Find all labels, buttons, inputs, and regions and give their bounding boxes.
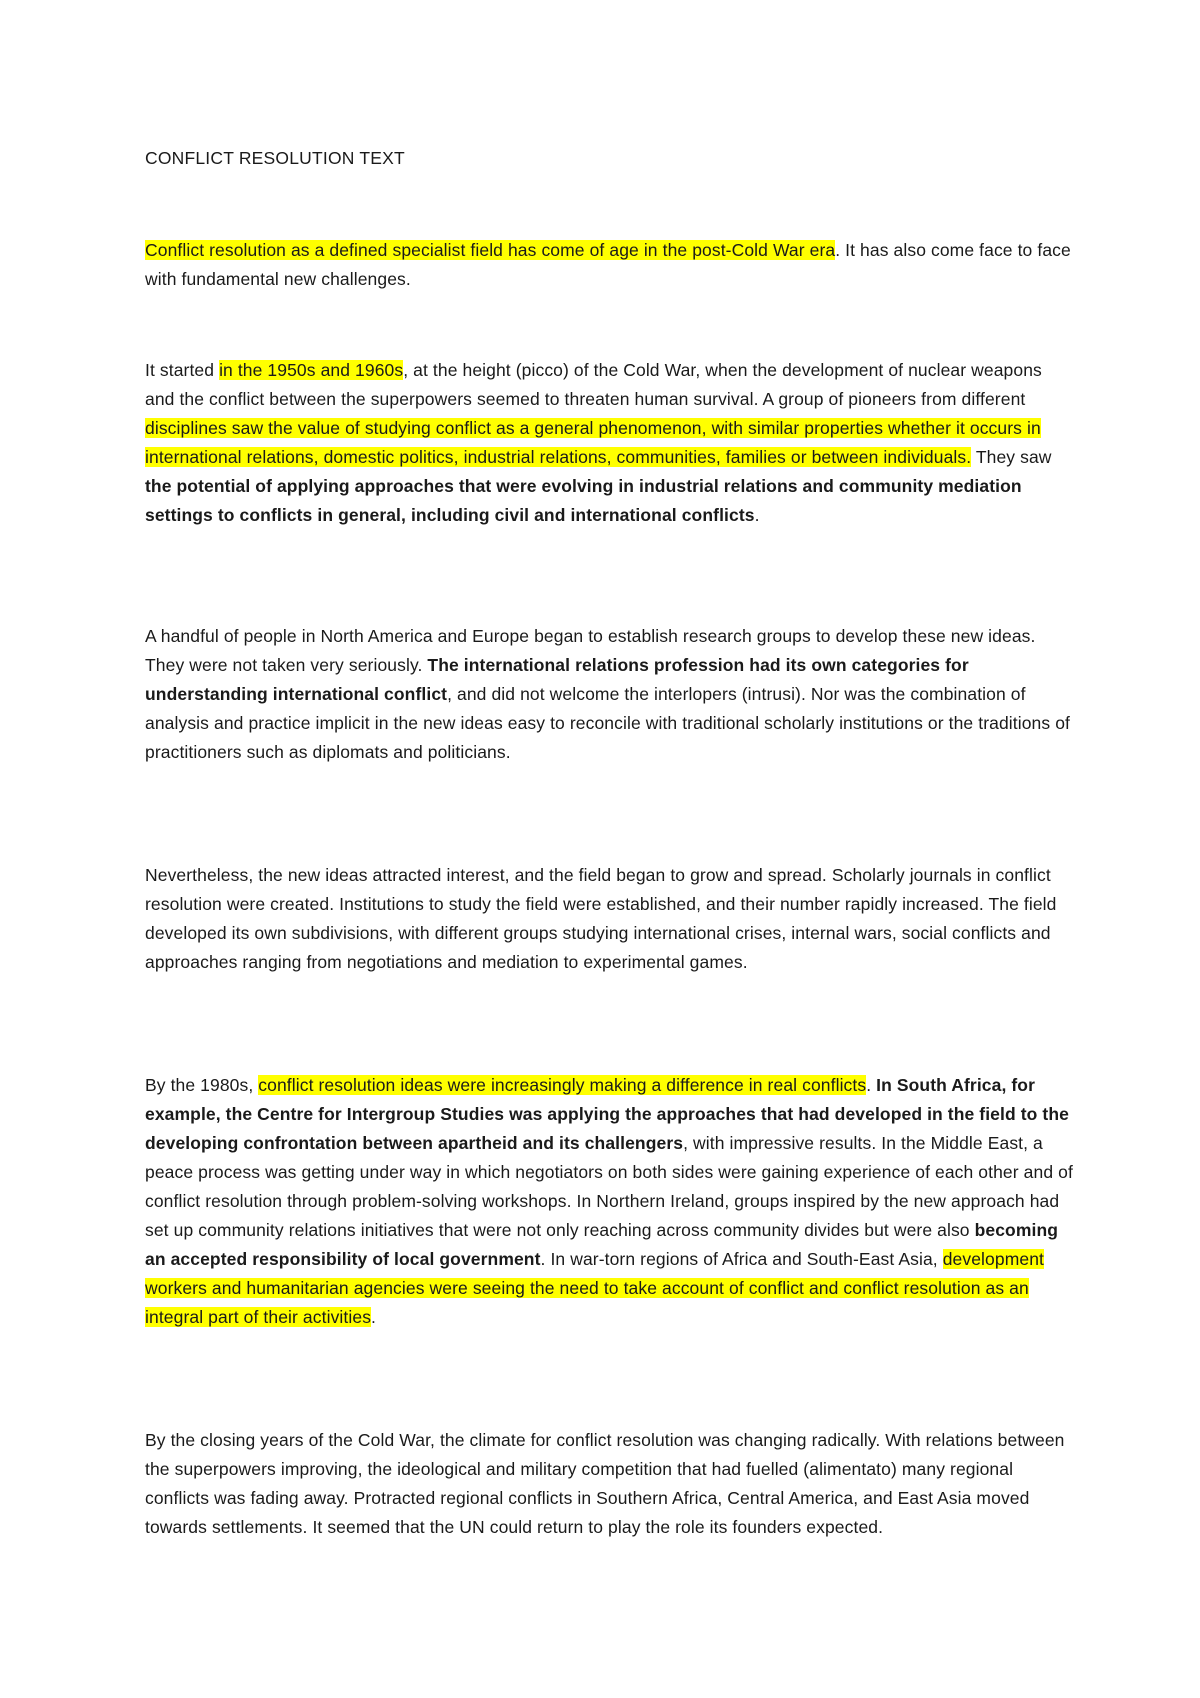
body-text: .: [371, 1307, 377, 1327]
highlighted-text: conflict resolution ideas were increasingly making a difference in real conflicts: [258, 1075, 867, 1095]
body-text: They saw: [971, 447, 1052, 467]
body-text: By the closing years of the Cold War, the climate for conflict resolution was changing radically. With relations between the superpowers improving, the ideological and military competition that had fuelled (alimentato) many regional conflicts was fading away. Protracted regional conflicts in Southern Africa, Central America, and East Asia moved towards settlements. It seemed that the UN could return to play the role its founders expected.: [145, 1430, 1065, 1537]
highlighted-text: Conflict resolution as a defined specialist field has come of age in the post-Cold War era: [145, 240, 836, 260]
body-text: It started: [145, 360, 220, 380]
highlighted-text: disciplines saw the value of studying conflict as a general phenomenon, with similar properties whether it occurs in international relations, domestic politics, industrial relations, communities, families or between individuals.: [145, 418, 1041, 467]
paragraph-2: [145, 356, 1075, 530]
body-text: .: [866, 1075, 877, 1095]
paragraph-1: [145, 236, 1075, 294]
bold-text: In South Africa, for example, the Centre for Intergroup Studies was applying the approaches that had developed in the field to the developing confrontation between apartheid and its challengers: [145, 1075, 1069, 1153]
body-text: , at the height (picco) of the Cold War, when the development of nuclear weapons and the conflict between the superpowers seemed to threaten human survival. A group of pioneers from different: [145, 360, 1042, 409]
document-title: CONFLICT RESOLUTION TEXT: [145, 148, 405, 168]
body-text: By the 1980s,: [145, 1075, 259, 1095]
bold-text: becoming an accepted responsibility of local government: [145, 1220, 1059, 1269]
paragraph-6: [145, 1426, 1075, 1542]
highlighted-text: development workers and humanitarian agencies were seeing the need to take account of conflict and conflict resolution as an integral part of their activities: [145, 1249, 1045, 1327]
paragraph-4: [145, 861, 1075, 977]
highlighted-text: in the 1950s and 1960s: [219, 360, 404, 380]
body-text: A handful of people in North America and Europe began to establish research groups to develop these new ideas. They were not taken very seriously.: [145, 626, 1036, 675]
body-text: . It has also come face to face with fundamental new challenges.: [145, 240, 1071, 289]
bold-text: The international relations profession had its own categories for understanding international conflict: [145, 655, 969, 704]
paragraph-3: [145, 622, 1075, 767]
body-text: .: [754, 505, 760, 525]
body-text: Nevertheless, the new ideas attracted interest, and the field began to grow and spread. Scholarly journals in conflict resolution were created. Institutions to study the field were established, and their number rapidly increased. The field developed its own subdivisions, with different groups studying international crises, internal wars, social conflicts and approaches ranging from negotiations and mediation to experimental games.: [145, 865, 1057, 972]
body-text: . In war-torn regions of Africa and South-East Asia,: [540, 1249, 943, 1269]
body-text: , with impressive results. In the Middle East, a peace process was getting under way in which negotiators on both sides were gaining experience of each other and of conflict resolution through problem-solving workshops. In Northern Ireland, groups inspired by the new approach had set up community relations initiatives that were not only reaching across community divides but were also: [145, 1133, 1073, 1240]
paragraph-5: [145, 1071, 1075, 1332]
body-text: , and did not welcome the interlopers (intrusi). Nor was the combination of analysis and practice implicit in the new ideas easy to reconcile with traditional scholarly institutions or the traditions of practitioners such as diplomats and politicians.: [145, 684, 1070, 762]
bold-text: the potential of applying approaches that were evolving in industrial relations and community mediation settings to conflicts in general, including civil and international conflicts: [145, 476, 1022, 525]
